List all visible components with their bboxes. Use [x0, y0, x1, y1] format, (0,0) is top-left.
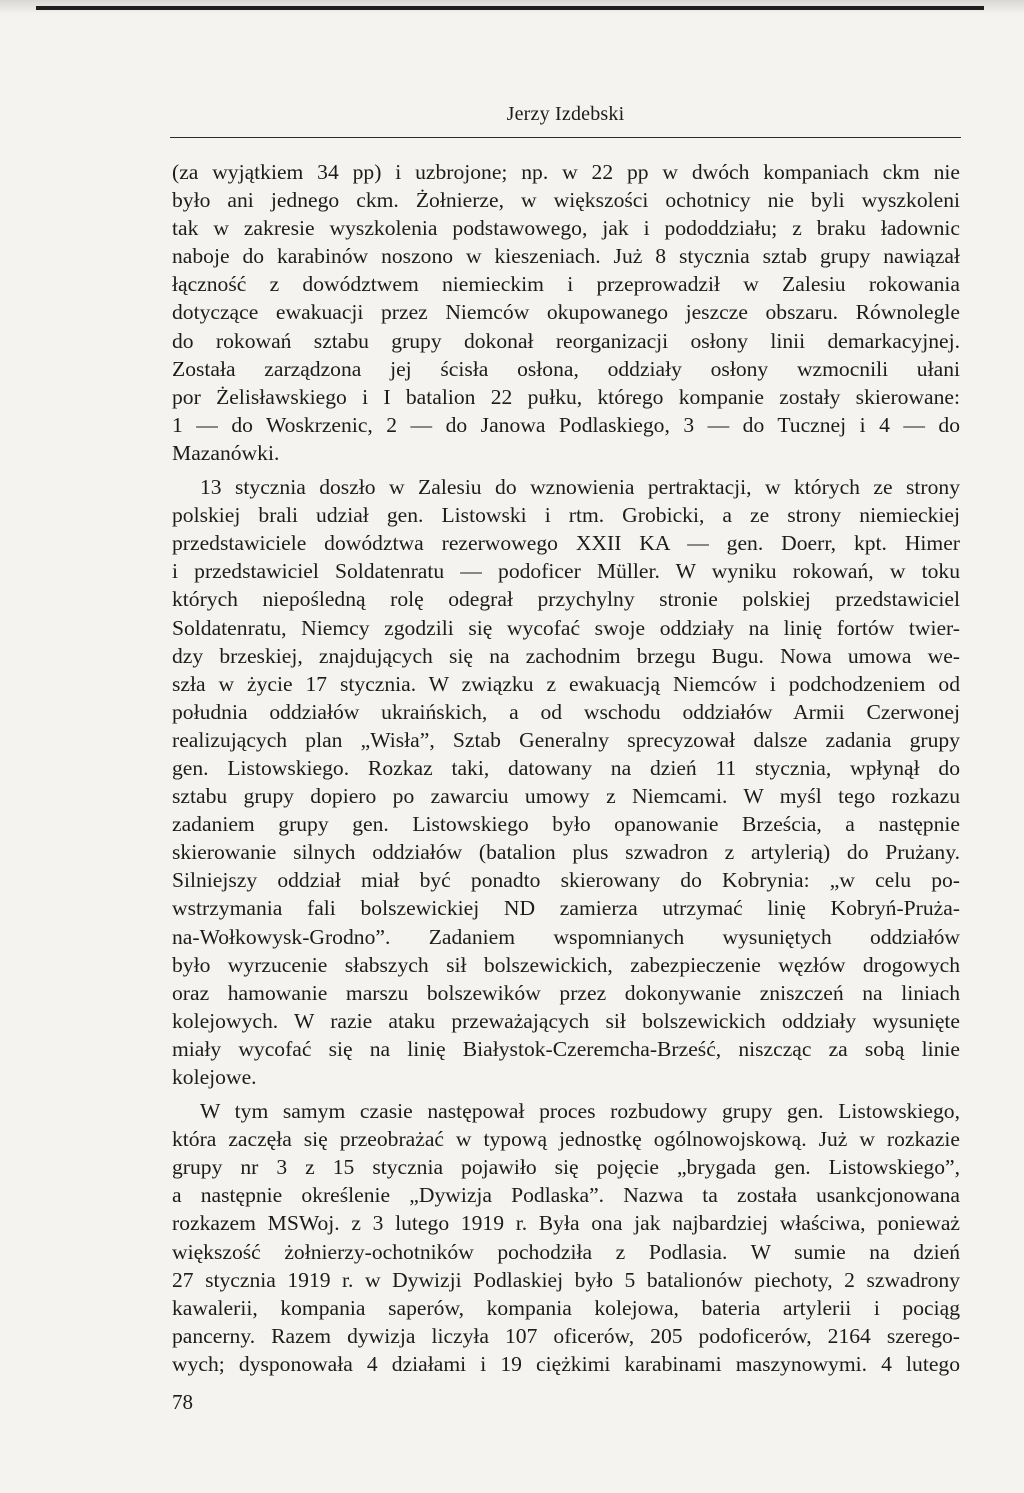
text-line: wych; dysponowała 4 działami i 19 ciężkimi karabinami maszynowymi. 4 lutego [172, 1351, 960, 1376]
text-line: gen. Listowskiego. Rozkaz taki, datowany na dzień 11 stycznia, wpłynął do [172, 755, 960, 780]
text-line: kawalerii, kompania saperów, kompania kolejowa, bateria artylerii i pociąg [172, 1295, 960, 1320]
text-line: grupy nr 3 z 15 stycznia pojawiło się pojęcie „brygada gen. Listowskiego”, [172, 1155, 960, 1180]
text-line: przedstawiciele dowództwa rezerwowego XXII KA — gen. Doerr, kpt. Himer [172, 531, 960, 556]
text-line: i przedstawiciel Soldatenratu — podoficer Müller. W wyniku rokowań, w toku [172, 559, 960, 584]
text-line: rozkazem MSWoj. z 3 lutego 1919 r. Była ona jak najbardziej właściwa, ponieważ [172, 1211, 960, 1236]
text-line: 27 stycznia 1919 r. w Dywizji Podlaskiej było 5 batalionów piechoty, 2 szwadrony [172, 1267, 960, 1292]
text-line: było ani jednego ckm. Żołnierze, w większości ochotnicy nie byli wyszkoleni [172, 188, 960, 213]
text-line: Silniejszy oddział miał być ponadto skierowany do Kobrynia: „w celu po- [172, 868, 960, 893]
text-line: było wyrzucenie słabszych sił bolszewickich, zabezpieczenie węzłów drogowych [172, 952, 960, 977]
paragraph [172, 473, 960, 1091]
text-line: polskiej brali udział gen. Listowski i rtm. Grobicki, a ze strony niemieckiej [172, 503, 960, 528]
text-line: a następnie określenie „Dywizja Podlaska”. Nazwa ta została usankcjonowana [172, 1183, 960, 1208]
text-line: do rokowań sztabu grupy dokonał reorganizacji osłony linii demarkacyjnej. [172, 328, 960, 353]
paragraph [172, 158, 960, 467]
text-line: wstrzymania fali bolszewickiej ND zamierza utrzymać linię Kobryń-Prużа- [172, 896, 960, 921]
text-line: która zaczęła się przeobrażać w typową jednostkę ogólnowojskową. Już w rozkazie [172, 1127, 960, 1152]
text-line: zadaniem grupy gen. Listowskiego było opanowanie Brześcia, a następnie [172, 812, 960, 837]
text-line: por Żelisławskiego i I batalion 22 pułku, którego kompanie zostały skierowane: [172, 384, 960, 409]
text-line: Soldatenratu, Niemcy zgodzili się wycofać swoje oddziały na linię fortów twier- [172, 615, 960, 640]
text-line: na-Wołkowysk-Grodno”. Zadaniem wspomnianych wysuniętych oddziałów [172, 924, 960, 949]
text-line: dzy brzeskiej, znajdujących się na zachodnim brzegu Bugu. Nowa umowa we- [172, 643, 960, 668]
text-line: Została zarządzona jej ścisła osłona, oddziały osłony wzmocnili ułani [172, 356, 960, 381]
text-line: większość żołnierzy-ochotników pochodziła z Podlasia. W sumie na dzień [172, 1239, 960, 1264]
text-line: sztabu grupy dopiero po zawarciu umowy z Niemcami. W myśl tego rozkazu [172, 784, 960, 809]
text-line: łączność z dowództwem niemieckim i przeprowadził w Zalesiu rokowania [172, 272, 960, 297]
text-line: (za wyjątkiem 34 pp) i uzbrojone; np. w 22 pp w dwóch kompaniach ckm nie [172, 160, 960, 184]
text-line: pancerny. Razem dywizja liczyła 107 oficerów, 205 podoficerów, 2164 szerego- [172, 1323, 960, 1348]
text-line: oraz hamowanie marszu bolszewików przez dokonywanie zniszczeń na liniach [172, 980, 960, 1005]
text-line: miały wycofać się na linię Białystok-Czeremcha-Brześć, niszcząc za sobą linie [172, 1036, 960, 1061]
page-number: 78 [172, 1390, 193, 1414]
header-rule [170, 137, 961, 138]
text-line: kolejowych. W razie ataku przeważających sił bolszewickich oddziały wysunięte [172, 1008, 960, 1033]
text-line: 1 — do Woskrzenic, 2 — do Janowa Podlaskiego, 3 — do Tucznej i 4 — do [172, 412, 960, 437]
paragraph [172, 1097, 960, 1378]
text-line: naboje do karabinów noszono w kieszeniach. Już 8 stycznia sztab grupy nawiązał [172, 244, 960, 269]
body-text [172, 158, 960, 1378]
text-line: kolejowe. [172, 1065, 257, 1089]
text-line: Mazanówki. [172, 440, 280, 465]
text-line: tak w zakresie wyszkolenia podstawowego, jak i pododdziału; z braku ładownic [172, 216, 960, 241]
text-line: których niepośledną rolę odegrał przychylny stronie polskiej przedstawiciel [172, 587, 960, 612]
scan-top-rule [36, 6, 984, 10]
text-line: W tym samym czasie następował proces rozbudowy grupy gen. Listowskiego, [200, 1099, 960, 1124]
text-line: szła w życie 17 stycznia. W związku z ewakuacją Niemców i podchodzeniem od [172, 671, 960, 696]
text-line: południa oddziałów ukraińskich, a od wschodu oddziałów Armii Czerwonej [172, 699, 960, 724]
text-line: realizujących plan „Wisła”, Sztab Generalny sprecyzował dalsze zadania grupy [172, 727, 960, 752]
text-line: dotyczące ewakuacji przez Niemców okupowanego jeszcze obszaru. Równolegle [172, 300, 960, 325]
running-head: Jerzy Izdebski [506, 103, 625, 125]
text-line: skierowanie silnych oddziałów (batalion plus szwadron z artylerią) do Prużany. [172, 840, 960, 865]
text-line: 13 stycznia doszło w Zalesiu do wznowienia pertraktacji, w których ze strony [200, 475, 960, 500]
